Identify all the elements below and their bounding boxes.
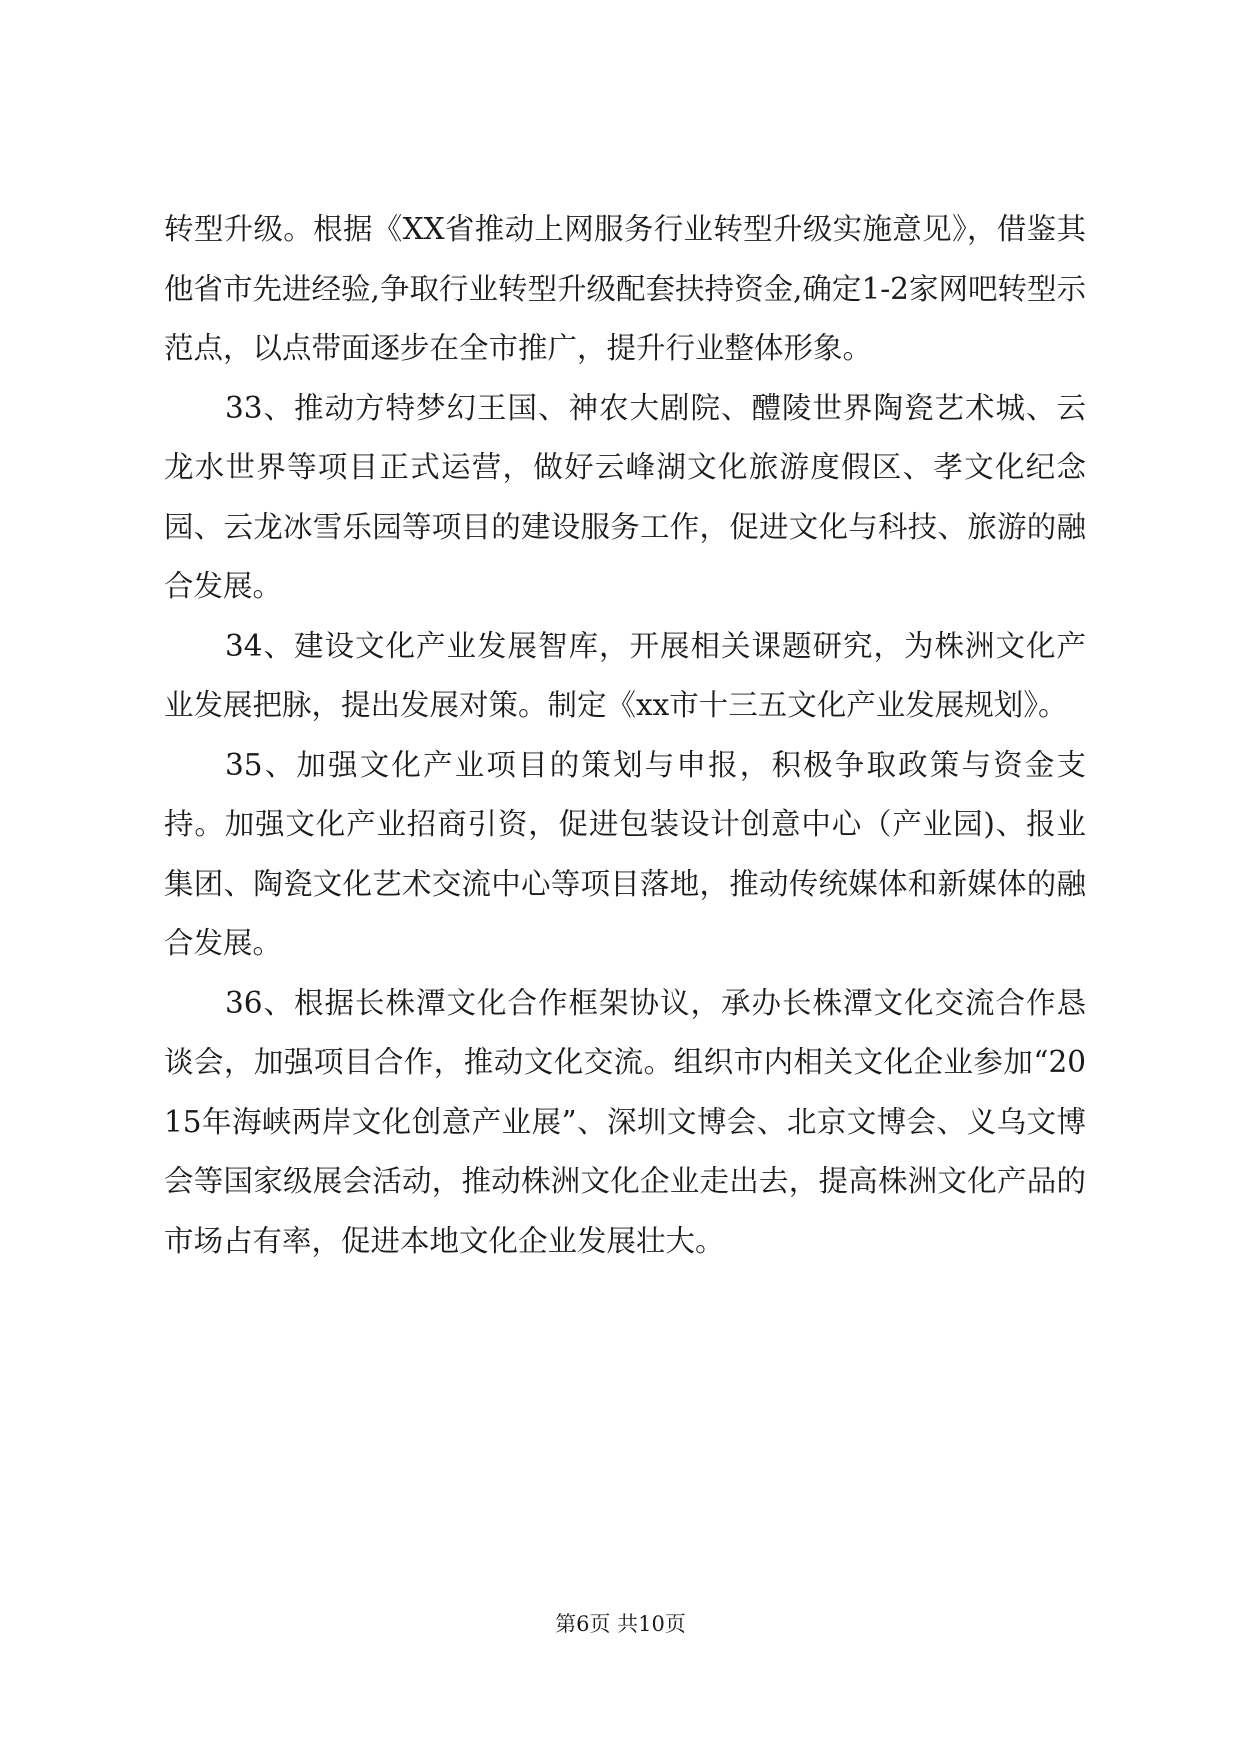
paragraph-item-33: 33、推动方特梦幻王国、神农大剧院、醴陵世界陶瓷艺术城、云龙水世界等项目正式运营，做好云峰湖文化旅游度假区、孝文化纪念园、云龙冰雪乐园等项目的建设服务工作，促进文化与科技、旅游的融合发展。 (164, 390, 1086, 603)
document-body (164, 200, 1086, 1271)
paragraph-item-35: 35、加强文化产业项目的策划与申报，积极争取政策与资金支持。加强文化产业招商引资，促进包装设计创意中心（产业园)、报业集团、陶瓷文化艺术交流中心等项目落地，推动传统媒体和新媒体的融合发展。 (164, 747, 1086, 960)
paragraph-item-34: 34、建设文化产业发展智库，开展相关课题研究，为株洲文化产业发展把脉，提出发展对策。制定《xx市十三五文化产业发展规划》。 (164, 628, 1086, 722)
page-number-footer: 第6页 共10页 (555, 1612, 686, 1636)
paragraph-item-36: 36、根据长株潭文化合作框架协议，承办长株潭文化交流合作恳谈会，加强项目合作，推动文化交流。组织市内相关文化企业参加“2015年海峡两岸文化创意产业展”、深圳文博会、北京文博会、义乌文博会等国家级展会活动，推动株洲文化企业走出去，提高株洲文化产品的市场占有率，促进本地文化企业发展壮大。 (164, 985, 1086, 1258)
paragraph-continuation: 转型升级。根据《XX省推动上网服务行业转型升级实施意见》，借鉴其他省市先进经验,争取行业转型升级配套扶持资金,确定1-2家网吧转型示范点，以点带面逐步在全市推广，提升行业整体形象。 (164, 212, 1086, 365)
